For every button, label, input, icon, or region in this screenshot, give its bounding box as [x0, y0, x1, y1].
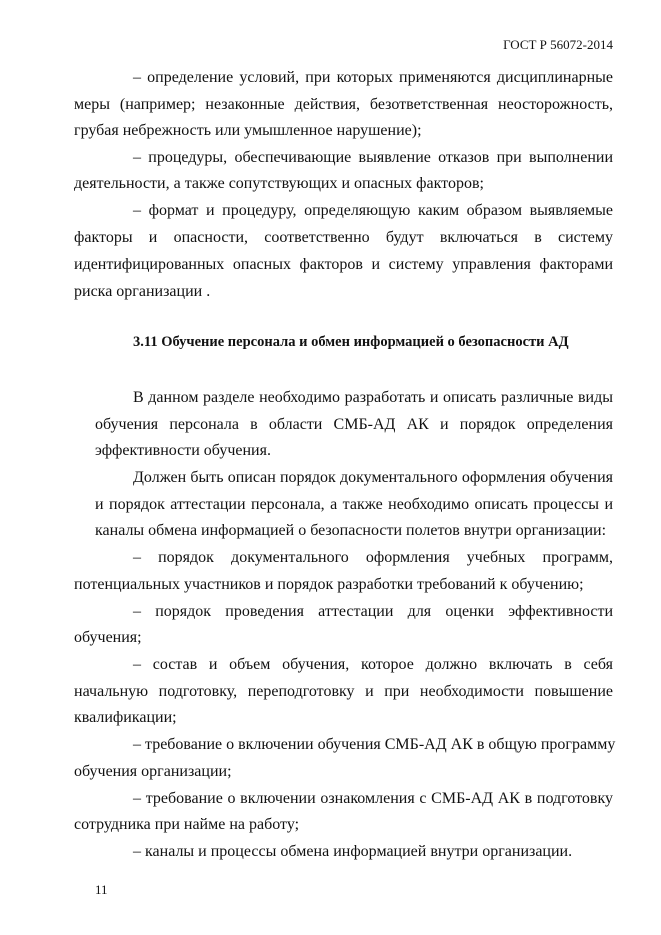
text-line: деятельности, а также сопутствующих и опасных факторов; — [74, 175, 484, 192]
text-line: обучения персонала в области СМБ-АД АК и порядок определения — [95, 416, 613, 433]
text-line: обучения; — [74, 629, 142, 646]
text-line: – определение условий, при которых применяются дисциплинарные — [133, 69, 613, 86]
section-heading: 3.11 Обучение персонала и обмен информацией о безопасности АД — [133, 334, 569, 350]
text-line: меры (например; незаконные действия, безответственная неосторожность, — [74, 96, 613, 113]
text-line: – требование о включении обучения СМБ-АД АК в общую программу — [133, 736, 616, 753]
text-line: – порядок документального оформления учебных программ, — [133, 549, 613, 566]
text-line: Должен быть описан порядок документального оформления обучения — [133, 469, 613, 486]
text-line: грубая небрежность или умышленное нарушение); — [74, 122, 422, 139]
text-line: – формат и процедуру, определяющую каким образом выявляемые — [133, 202, 613, 219]
text-line: квалификации; — [74, 709, 177, 726]
text-line: В данном разделе необходимо разработать и описать различные виды — [133, 389, 613, 406]
text-line: сотрудника при найме на работу; — [74, 816, 300, 833]
text-line: факторы и опасности, соответственно будут включаться в систему — [74, 229, 613, 246]
text-line: – порядок проведения аттестации для оценки эффективности — [133, 603, 613, 620]
text-line: – состав и объем обучения, которое должно включать в себя — [133, 656, 613, 673]
text-line: каналы обмена информацией о безопасности полетов внутри организации: — [95, 522, 607, 539]
text-line: идентифицированных опасных факторов и систему управления факторами — [74, 256, 613, 273]
text-line: потенциальных участников и порядок разработки требований к обучению; — [74, 576, 584, 593]
text-line: и порядок аттестации персонала, а также необходимо описать процессы и — [95, 496, 613, 513]
document-code-header: ГОСТ Р 56072-2014 — [503, 37, 613, 52]
text-line: эффективности обучения. — [95, 442, 271, 459]
text-line: начальную подготовку, переподготовку и при необходимости повышение — [74, 683, 613, 700]
text-line: – требование о включении ознакомления с СМБ-АД АК в подготовку — [133, 790, 613, 807]
page-number: 11 — [95, 882, 108, 897]
text-line: – процедуры, обеспечивающие выявление отказов при выполнении — [133, 149, 613, 166]
text-line: обучения организации; — [74, 763, 232, 780]
text-line: риска организации . — [74, 283, 211, 300]
text-line: – каналы и процессы обмена информацией внутри организации. — [133, 843, 573, 860]
